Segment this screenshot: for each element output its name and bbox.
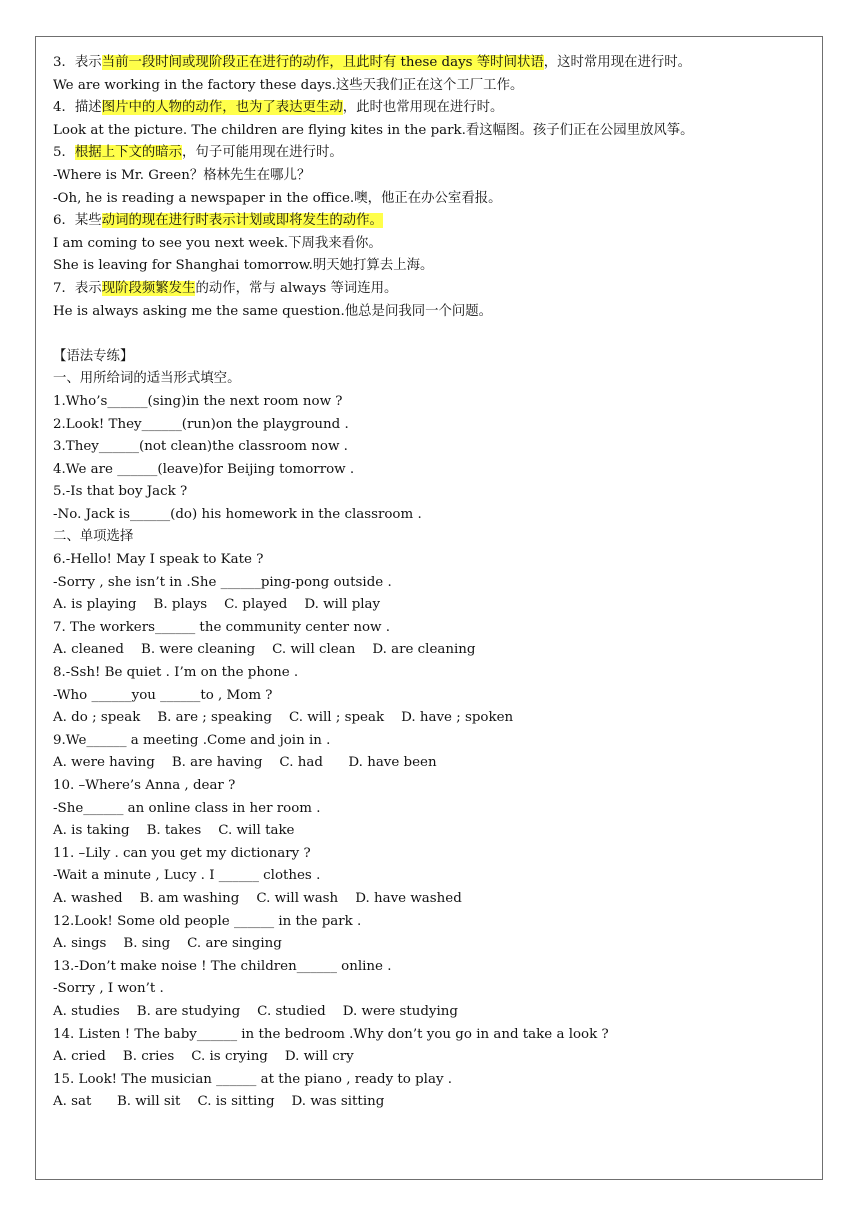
exercise-line: -Sorry , I won’t . [53, 981, 164, 997]
exercise-line: 2.Look! They______(run)on the playground . [53, 416, 349, 432]
usage-notes [53, 52, 813, 323]
usage-line [53, 255, 813, 278]
exercise-line: 7. The workers______ the community center now . [53, 619, 390, 635]
exercise-line: 13.-Don’t make noise ! The children______ online . [53, 958, 392, 974]
exercise-line: 【语法专练】 [53, 348, 134, 364]
usage-line [53, 52, 813, 75]
exercise-line: -No. Jack is______(do) his homework in the classroom . [53, 506, 422, 522]
usage-line [53, 142, 813, 165]
text-segment: ，此时也常用现在进行时。 [342, 100, 504, 116]
usage-line [53, 120, 813, 143]
exercise-line: A. cried B. cries C. is crying D. will cry [53, 1049, 354, 1065]
exercise-line: A. is playing B. plays C. played D. will play [53, 597, 381, 613]
exercise-line: -Sorry , she isn’t in .She ______ping-pong outside . [53, 574, 392, 590]
text-segment: 的动作，常与 always 等词连用。 [195, 280, 398, 296]
exercise-line: A. washed B. am washing C. will wash D. have washed [53, 890, 462, 906]
text-segment: 5． [53, 145, 75, 161]
highlighted-text: 图片中的人物的动作，也为了表达更生动 [101, 100, 343, 116]
exercise-line: 11. –Lily . can you get my dictionary ? [53, 845, 311, 861]
exercise-line: 1.Who’s______(sing)in the next room now ? [53, 393, 343, 409]
exercise-line: 14. Listen ! The baby______ in the bedroom .Why don’t you go in and take a look ? [53, 1026, 609, 1042]
exercise-line: 3.They______(not clean)the classroom now . [53, 439, 348, 455]
document-body [53, 52, 813, 1114]
exercise-line: A. is taking B. takes C. will take [53, 823, 295, 839]
text-segment: She is leaving for Shanghai tomorrow.明天她打算去上海。 [53, 258, 434, 274]
text-segment: -Oh, he is reading a newspaper in the office.噢，他正在办公室看报。 [53, 190, 502, 206]
text-segment: He is always asking me the same question.他总是问我同一个问题。 [53, 303, 493, 319]
exercise-line: 一、用所给词的适当形式填空。 [53, 371, 241, 387]
exercise-line: 12.Look! Some old people ______ in the park . [53, 913, 362, 929]
exercise-line: -She______ an online class in her room . [53, 800, 321, 816]
usage-line [53, 97, 813, 120]
text-segment: 4．描述 [53, 100, 102, 116]
exercise-line: A. studies B. are studying C. studied D. were studying [53, 1003, 458, 1019]
text-segment: -Where is Mr. Green？格林先生在哪儿？ [53, 167, 311, 183]
highlighted-text: 现阶段频繁发生 [101, 280, 196, 296]
exercise-line: 9.We______ a meeting .Come and join in . [53, 732, 331, 748]
exercise-line: 10. –Where’s Anna , dear ? [53, 778, 236, 793]
text-segment: ，这时常用现在进行时。 [543, 55, 692, 70]
text-segment: Look at the picture. The children are flying kites in the park.看这幅图。孩子们正在公园里放风筝。 [53, 122, 694, 138]
exercise-line: -Wait a minute , Lucy . I ______ clothes . [53, 868, 321, 884]
usage-line [53, 233, 813, 256]
text-segment: 6．某些 [53, 213, 102, 229]
exercise-line: 4.We are ______(leave)for Beijing tomorrow . [53, 461, 355, 477]
exercise-line: A. cleaned B. were cleaning C. will clean D. are cleaning [53, 642, 476, 658]
exercise-line: 15. Look! The musician ______ at the piano , ready to play . [53, 1071, 453, 1087]
section-gap [53, 323, 813, 346]
exercise-line: A. do ; speak B. are ; speaking C. will ; speak D. have ; spoken [53, 710, 514, 726]
exercise-line: 5.-Is that boy Jack ? [53, 484, 188, 500]
usage-line [53, 165, 813, 188]
text-segment: 7．表示 [53, 280, 102, 296]
usage-line [53, 188, 813, 211]
text-segment: I am coming to see you next week.下周我来看你。 [53, 235, 382, 251]
exercise-line: A. were having B. are having C. had D. have been [53, 755, 437, 771]
text-segment: 3．表示 [53, 55, 102, 70]
highlighted-text: 动词的现在进行时表示计划或即将发生的动作。 [101, 213, 383, 229]
exercise-line: -Who ______you ______to , Mom ? [53, 687, 273, 703]
exercise-line: A. sat B. will sit C. is sitting D. was sitting [53, 1094, 385, 1110]
exercise-line: 8.-Ssh! Be quiet . I’m on the phone . [53, 665, 299, 681]
grammar-exercises [53, 346, 813, 1114]
usage-line [53, 210, 813, 233]
exercise-line: 二、单项选择 [53, 529, 134, 545]
exercise-line: 6.-Hello! May I speak to Kate ? [53, 552, 264, 568]
usage-line [53, 278, 813, 301]
text-segment: We are working in the factory these days.这些天我们正在这个工厂工作。 [53, 77, 524, 93]
highlighted-text: 当前一段时间或现阶段正在进行的动作，且此时有 these days 等时间状语 [101, 55, 544, 70]
usage-line [53, 301, 813, 324]
exercise-line: A. sings B. sing C. are singing [53, 936, 282, 952]
highlighted-text: 根据上下文的暗示 [74, 145, 183, 161]
usage-line [53, 75, 813, 98]
text-segment: ，句子可能用现在进行时。 [182, 145, 343, 161]
